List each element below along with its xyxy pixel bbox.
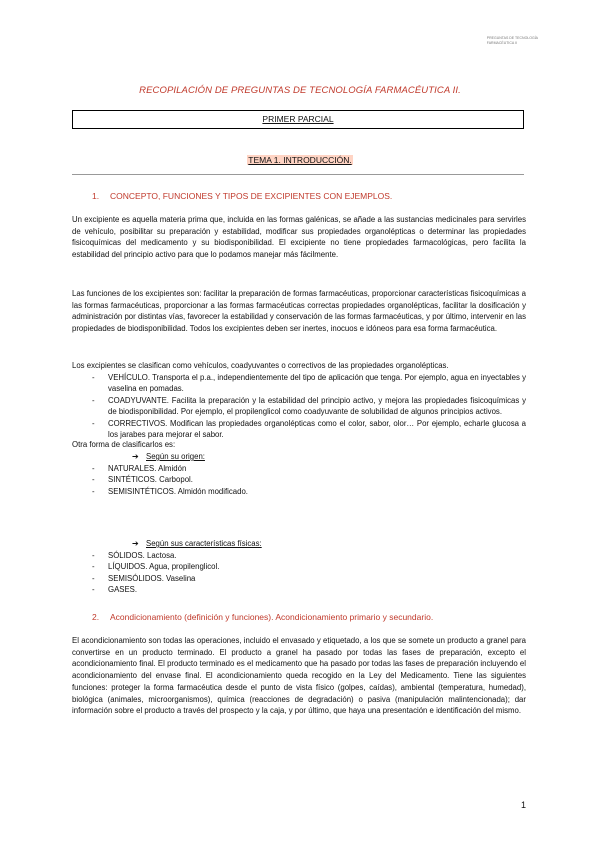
tema-heading [0,155,600,165]
list-item: - VEHÍCULO. Transporta el p.a., independientemente del tipo de aplicación que tenga. Por ejemplo, agua en inyectables y vaselina en pomadas. [72,372,526,395]
subheading-text: Según sus características físicas: [146,539,262,548]
section-heading-text: CONCEPTO, FUNCIONES Y TIPOS DE EXCIPIENTES CON EJEMPLOS. [110,191,393,201]
list-item: - GASES. [72,584,526,595]
list-item: - NATURALES. Almidón [72,463,526,474]
header-note-line: FARMACÉUTICA II [486,40,517,45]
origin-list [72,463,526,497]
physical-list [72,550,526,596]
excipient-types-list [72,372,526,440]
box-label: PRIMER PARCIAL [262,114,334,124]
page-number: 1 [520,800,526,810]
paragraph: El acondicionamiento son todas las operaciones, incluido el envasado y etiquetado, a los que se somete un producto a granel para convertirse en un producto terminado. El producto a granel ha pasado por todas las fases de preparación, excepto el acondicionamiento final. El producto terminado es el medicamento que ha pasado por todas las fases de preparación incluyendo el acondicionamiento del envase final. El acondicionamiento queda recogido en la Ley del Medicamento. Tiene las siguientes funciones: proteger la forma farmacéutica desde el punto de vista físico (golpes, caídas), ambiental (temperatura, humedad), biológica (animales, microorganismos), química (reacciones de degradación) o pasiva (manipulación malintencionada); dar información sobre el producto a través del prospecto y la caja, y por último, que haya una presentación e identificación del mismo. [72,636,526,716]
arrow-right-icon: ➔ [132,539,139,548]
header-note-line: PREGUNTAS DE TECNOLOGÍA [486,36,538,40]
section-number: 2. [92,612,100,622]
list-item: - SEMISINTÉTICOS. Almidón modificado. [72,486,526,497]
list-item: - LÍQUIDOS. Agua, propilenglicol. [72,561,526,572]
list-item: - SINTÉTICOS. Carbopol. [72,474,526,485]
paragraph: Los excipientes se clasifican como vehículos, coadyuvantes o correctivos de las propiedades organolépticas. [72,361,449,370]
list-item: - SEMISÓLIDOS. Vaselina [72,573,526,584]
list-item: - SÓLIDOS. Lactosa. [72,550,526,561]
arrow-right-icon: ➔ [132,452,139,461]
header-note [487,36,538,45]
section-heading-text: Acondicionamiento (definición y funciones). Acondicionamiento primario y secundario. [110,612,434,622]
paragraph: Otra forma de clasificarlos es: [72,440,176,449]
tema-label: TEMA 1. INTRODUCCIÓN. [248,155,352,165]
section-number: 1. [92,191,100,201]
section1-heading [92,191,392,201]
document-title: RECOPILACIÓN DE PREGUNTAS DE TECNOLOGÍA FARMACÉUTICA II. [139,85,461,96]
list-item: - COADYUVANTE. Facilita la preparación y la estabilidad del principio activo, y mejora las propiedades fisicoquímicas y de biodisponibilidad. Por ejemplo, el propilenglicol como coadyuvante de solubilidad de algunos principios activos. [72,395,526,418]
subheading-physical [132,539,262,548]
divider [72,174,524,175]
section2-heading [92,612,433,622]
paragraph: Las funciones de los excipientes son: facilitar la preparación de formas farmacéuticas, proporcionar características fisicoquímicas a las formas farmacéuticas, proporcionar a las formas farmacéuticas correctas propiedades organolépticas, facilitar la dosificación y administración por distintas vías, favorecer la estabilidad y conservación de las formas farmacéuticas, y por último, intervenir en las propiedades de biodisponibilidad. Todos los excipientes deben ser inertes, inocuos e idóneos para esa forma farmacéutica. [72,289,526,334]
subheading-text: Según su origen: [146,452,205,461]
paragraph: Un excipiente es aquella materia prima que, incluida en las formas galénicas, se añade a las sustancias medicinales para servirles de vehículo, posibilitar su preparación y estabilidad, modificar sus propiedades organolépticas o determinar las propiedades fisicoquímicas del medicamento y su biodisponibilidad. El excipiente no tiene propiedades farmacológicas, pero facilita la estabilidad del principio activo para que lo podamos manejar más fácilmente. [72,215,526,260]
section-box [72,110,524,129]
list-item: - CORRECTIVOS. Modifican las propiedades organolépticas como el color, sabor, olor… Por ejemplo, echarle glucosa a los jarabes para mejorar el sabor. [72,418,526,441]
subheading-origin [132,452,205,461]
